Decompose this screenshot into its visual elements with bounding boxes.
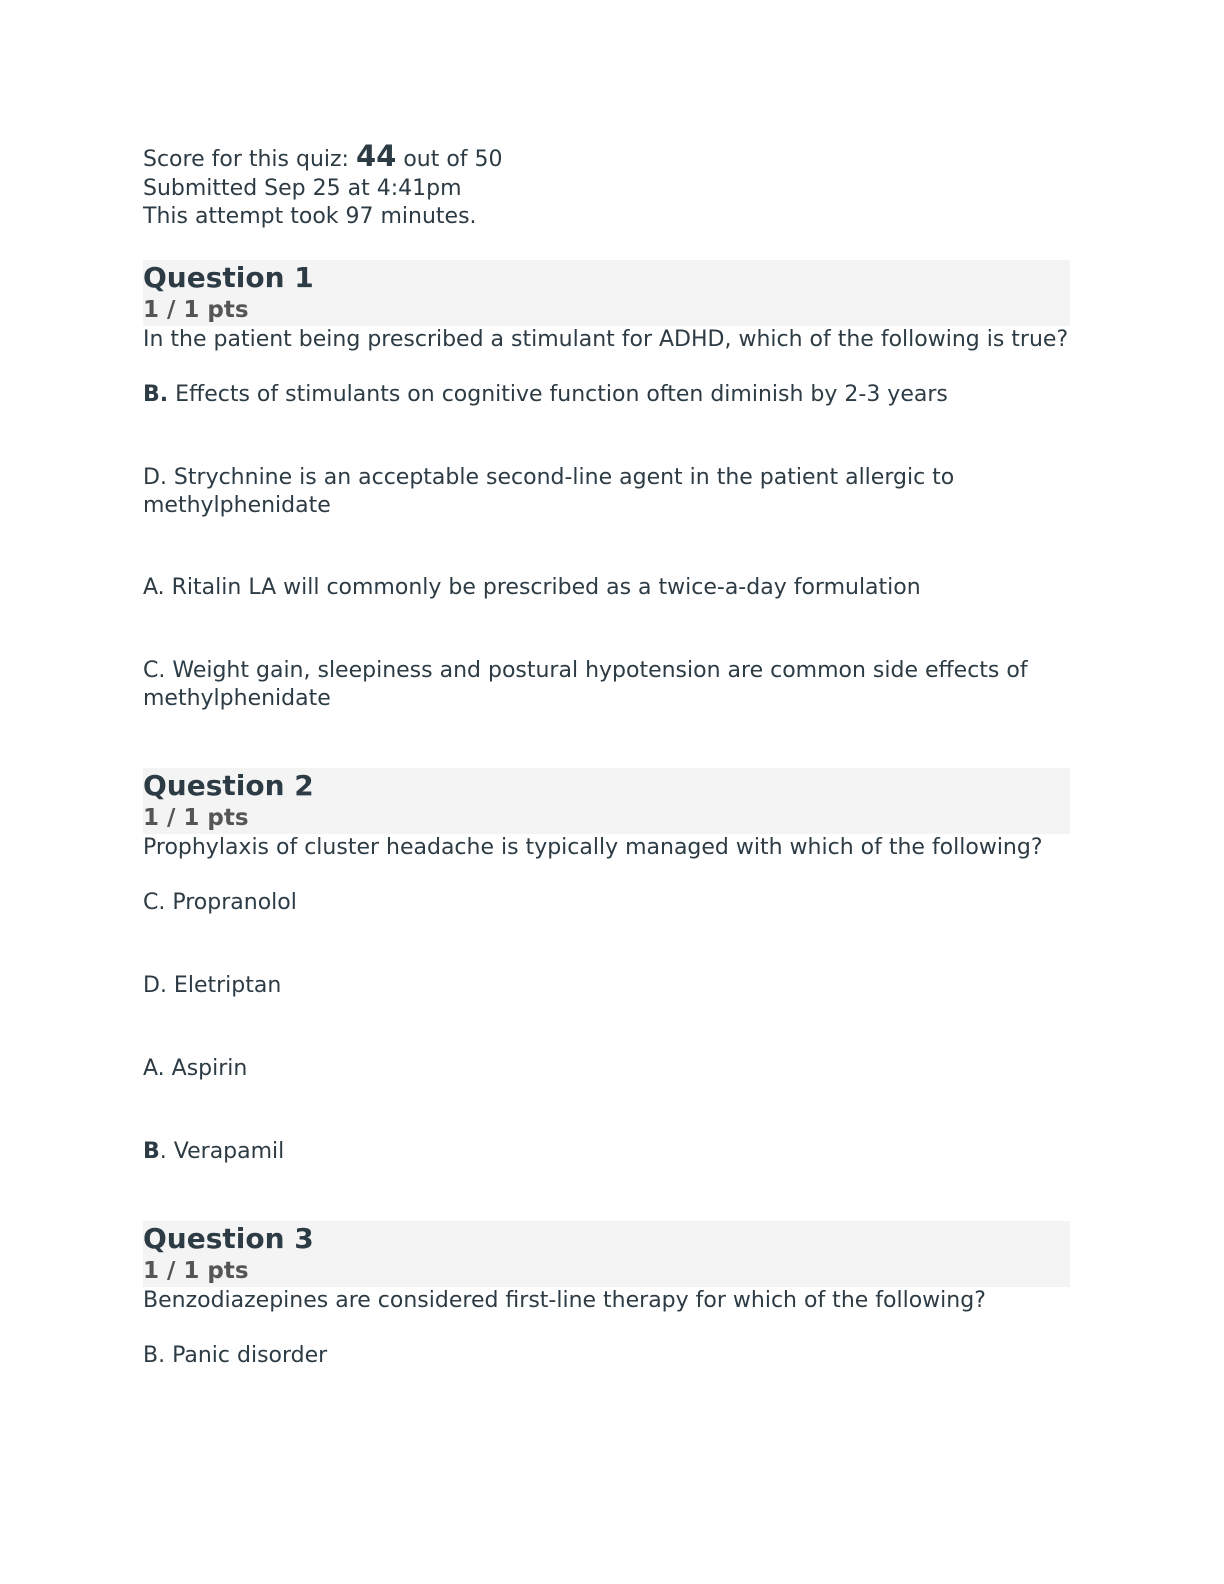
answer-option — [143, 574, 1070, 602]
question-title: Question 1 — [143, 260, 314, 294]
answer-text: Ritalin LA will commonly be prescribed as a twice-a-day formulation — [164, 574, 921, 600]
answer-letter: A. — [143, 1055, 165, 1081]
answer-option — [143, 889, 1070, 917]
answer-option — [143, 1342, 1070, 1370]
answer-option — [143, 657, 1070, 713]
quiz-summary — [143, 139, 1070, 232]
answer-text: Effects of stimulants on cognitive function often diminish by 2-3 years — [168, 381, 948, 407]
answer-letter: C. — [143, 657, 166, 683]
answer-letter: D. — [143, 464, 167, 490]
answer-text: Aspirin — [164, 1055, 248, 1081]
answer-option — [143, 381, 1070, 409]
question-points: 1 / 1 pts — [143, 296, 249, 323]
answer-letter: B — [143, 1138, 160, 1164]
answer-letter: D. — [143, 972, 167, 998]
answer-text: . Verapamil — [159, 1138, 285, 1164]
answer-text: Panic disorder — [165, 1342, 328, 1368]
submitted-line: Submitted Sep 25 at 4:41pm — [143, 175, 462, 201]
question-title: Question 2 — [143, 768, 314, 802]
answer-text: Strychnine is an acceptable second-line agent in the patient allergic to methylphenidate — [143, 464, 955, 518]
answer-letter: C. — [143, 889, 166, 915]
question-header — [143, 1221, 1070, 1287]
duration-line: This attempt took 97 minutes. — [143, 204, 477, 229]
question-header — [143, 768, 1070, 834]
answer-letter: B. — [143, 381, 169, 407]
score-line — [143, 139, 1070, 175]
answer-letter: A. — [143, 574, 165, 600]
score-prefix: Score for this quiz: — [143, 147, 356, 172]
question-points: 1 / 1 pts — [143, 1257, 249, 1284]
score-suffix: out of 50 — [396, 147, 503, 172]
answer-option — [143, 972, 1070, 1000]
question-title: Question 3 — [143, 1221, 314, 1255]
quiz-results-page — [143, 139, 1070, 1370]
score-value: 44 — [355, 139, 397, 173]
question-text: In the patient being prescribed a stimulant for ADHD, which of the following is true? — [143, 326, 1069, 352]
question-text: Prophylaxis of cluster headache is typically managed with which of the following? — [143, 834, 1043, 860]
question-2 — [143, 768, 1070, 1166]
answer-letter: B. — [143, 1342, 166, 1368]
answer-option — [143, 1055, 1070, 1083]
answer-option — [143, 464, 1070, 520]
question-points: 1 / 1 pts — [143, 804, 249, 831]
question-3 — [143, 1221, 1070, 1370]
question-1 — [143, 260, 1070, 713]
answer-text: Eletriptan — [166, 972, 282, 998]
question-header — [143, 260, 1070, 326]
answer-option — [143, 1138, 1070, 1166]
question-text: Benzodiazepines are considered first-line therapy for which of the following? — [143, 1287, 986, 1313]
answer-text: Propranolol — [165, 889, 297, 915]
answer-text: Weight gain, sleepiness and postural hypotension are common side effects of methylphenidate — [143, 657, 1028, 711]
